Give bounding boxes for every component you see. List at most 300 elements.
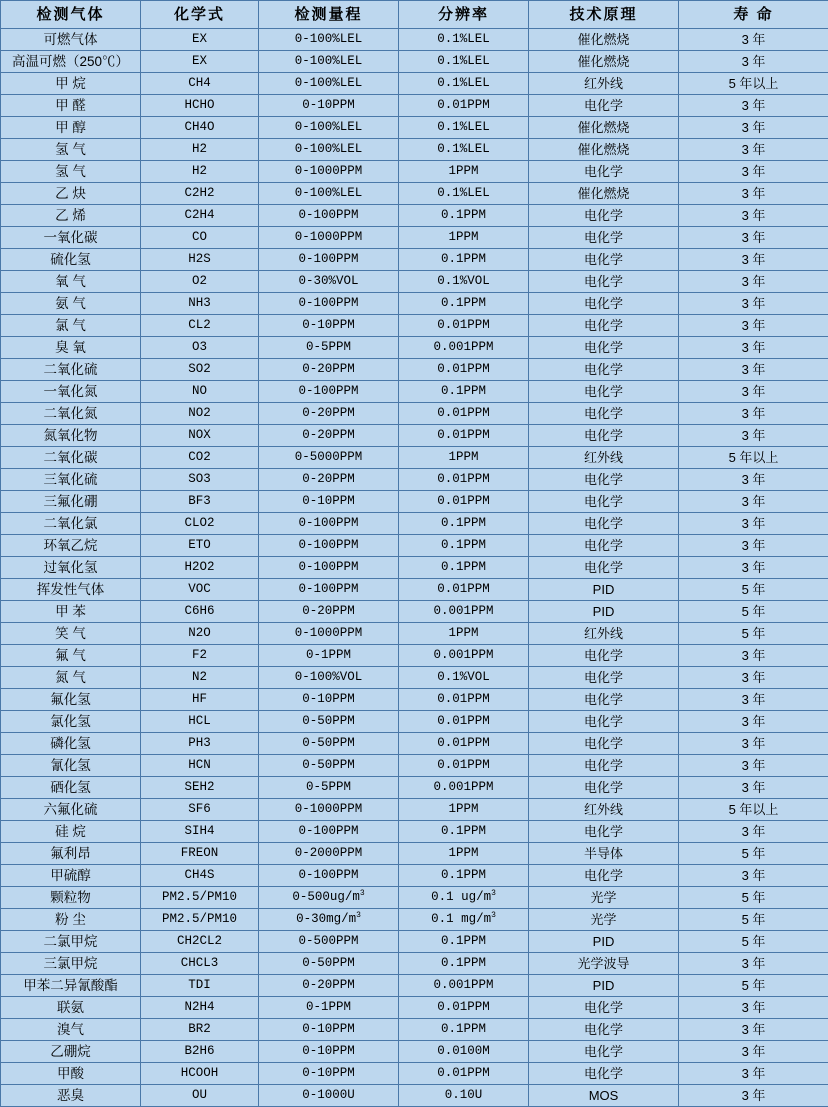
cell-gas-name: 一氧化碳 [1,227,141,249]
cell-gas-name: 六氟化硫 [1,799,141,821]
cell-chemical-formula: CO2 [141,447,259,469]
cell-detection-range: 0-50PPM [259,711,399,733]
cell-chemical-formula: O2 [141,271,259,293]
cell-chemical-formula: CH2CL2 [141,931,259,953]
table-row [1,29,828,51]
cell-detection-range: 0-100%LEL [259,117,399,139]
cell-technology: 红外线 [529,447,679,469]
cell-detection-range: 0-10PPM [259,95,399,117]
cell-gas-name: 甲 烷 [1,73,141,95]
cell-resolution: 0.01PPM [399,359,529,381]
cell-technology: 电化学 [529,755,679,777]
cell-detection-range: 0-1000PPM [259,799,399,821]
cell-technology: 电化学 [529,513,679,535]
cell-gas-name: 过氧化氢 [1,557,141,579]
cell-gas-name: 甲 醛 [1,95,141,117]
table-row [1,161,828,183]
cell-resolution: 0.01PPM [399,755,529,777]
table-row [1,909,828,931]
cell-lifetime: 5 年 [679,975,828,997]
cell-gas-name: 二氧化氮 [1,403,141,425]
cell-detection-range: 0-100PPM [259,381,399,403]
cell-gas-name: 联氨 [1,997,141,1019]
table-row [1,557,828,579]
cell-detection-range: 0-50PPM [259,755,399,777]
cell-resolution: 0.01PPM [399,997,529,1019]
cell-detection-range: 0-10PPM [259,315,399,337]
cell-lifetime: 3 年 [679,689,828,711]
table-row [1,711,828,733]
cell-gas-name: 环氧乙烷 [1,535,141,557]
cell-lifetime: 3 年 [679,733,828,755]
cell-lifetime: 3 年 [679,51,828,73]
table-row [1,601,828,623]
cell-chemical-formula: VOC [141,579,259,601]
cell-detection-range: 0-10PPM [259,1019,399,1041]
cell-detection-range: 0-100%LEL [259,139,399,161]
cell-resolution: 0.1PPM [399,513,529,535]
cell-chemical-formula: OU [141,1085,259,1107]
cell-technology: 红外线 [529,73,679,95]
cell-technology: 电化学 [529,997,679,1019]
table-row [1,447,828,469]
table-row [1,887,828,909]
cell-lifetime: 3 年 [679,161,828,183]
cell-resolution: 0.1PPM [399,931,529,953]
cell-chemical-formula: PM2.5/PM10 [141,909,259,931]
cell-detection-range: 0-20PPM [259,601,399,623]
cell-lifetime: 3 年 [679,667,828,689]
cell-resolution: 0.1PPM [399,249,529,271]
table-row [1,315,828,337]
cell-resolution: 1PPM [399,623,529,645]
table-row [1,777,828,799]
cell-technology: 光学波导 [529,953,679,975]
cell-gas-name: 氮氧化物 [1,425,141,447]
cell-resolution: 0.001PPM [399,601,529,623]
cell-technology: 电化学 [529,777,679,799]
cell-lifetime: 3 年 [679,315,828,337]
cell-resolution: 0.1PPM [399,865,529,887]
cell-detection-range: 0-100PPM [259,865,399,887]
cell-chemical-formula: HCHO [141,95,259,117]
cell-detection-range: 0-500PPM [259,931,399,953]
cell-detection-range: 0-100%LEL [259,183,399,205]
table-row [1,755,828,777]
cell-gas-name: 甲酸 [1,1063,141,1085]
table-row [1,821,828,843]
cell-detection-range: 0-1000PPM [259,623,399,645]
cell-resolution: 0.1%LEL [399,117,529,139]
cell-detection-range: 0-100PPM [259,557,399,579]
cell-detection-range: $0-500ug/m^3$ [259,887,399,909]
cell-chemical-formula: B2H6 [141,1041,259,1063]
cell-resolution: 0.001PPM [399,975,529,997]
cell-chemical-formula: CH4O [141,117,259,139]
cell-chemical-formula: NO2 [141,403,259,425]
cell-lifetime: 3 年 [679,1063,828,1085]
cell-detection-range: 0-100PPM [259,205,399,227]
cell-gas-name: 氢 气 [1,161,141,183]
cell-resolution: 0.001PPM [399,645,529,667]
cell-gas-name: 二氯甲烷 [1,931,141,953]
cell-detection-range: 0-5PPM [259,777,399,799]
cell-chemical-formula: HCOOH [141,1063,259,1085]
cell-chemical-formula: CO [141,227,259,249]
cell-detection-range: 0-50PPM [259,733,399,755]
cell-resolution: 0.01PPM [399,469,529,491]
table-row [1,997,828,1019]
table-row [1,73,828,95]
column-header-lifetime: 寿 命 [679,1,828,29]
cell-technology: 催化燃烧 [529,139,679,161]
cell-lifetime: 5 年 [679,931,828,953]
cell-technology: 电化学 [529,1019,679,1041]
cell-chemical-formula: C2H4 [141,205,259,227]
cell-chemical-formula: EX [141,29,259,51]
cell-lifetime: 3 年 [679,821,828,843]
table-row [1,1019,828,1041]
cell-gas-name: 乙 炔 [1,183,141,205]
cell-chemical-formula: H2 [141,139,259,161]
cell-gas-name: 三氯甲烷 [1,953,141,975]
cell-lifetime: 3 年 [679,359,828,381]
cell-chemical-formula: O3 [141,337,259,359]
cell-gas-name: 氰化氢 [1,755,141,777]
table-row [1,535,828,557]
cell-lifetime: 3 年 [679,777,828,799]
cell-gas-name: 甲 苯 [1,601,141,623]
cell-lifetime: 3 年 [679,535,828,557]
cell-detection-range: 0-20PPM [259,975,399,997]
cell-resolution: 0.1PPM [399,557,529,579]
cell-gas-name: 三氧化硫 [1,469,141,491]
cell-lifetime: 3 年 [679,139,828,161]
table-row [1,227,828,249]
cell-technology: 光学 [529,909,679,931]
cell-chemical-formula: HCN [141,755,259,777]
cell-resolution: 0.01PPM [399,689,529,711]
cell-detection-range: 0-10PPM [259,491,399,513]
table-header [1,1,828,29]
cell-resolution: 1PPM [399,843,529,865]
table-row [1,95,828,117]
cell-gas-name: 硫化氢 [1,249,141,271]
cell-resolution: 0.01PPM [399,711,529,733]
cell-chemical-formula: CHCL3 [141,953,259,975]
cell-chemical-formula: NH3 [141,293,259,315]
table-row [1,645,828,667]
column-header-gas: 检测气体 [1,1,141,29]
cell-lifetime: 3 年 [679,491,828,513]
cell-lifetime: 3 年 [679,227,828,249]
cell-chemical-formula: SF6 [141,799,259,821]
cell-resolution: 0.1%VOL [399,271,529,293]
cell-lifetime: 3 年 [679,1085,828,1107]
cell-technology: 电化学 [529,359,679,381]
cell-detection-range: 0-20PPM [259,469,399,491]
cell-technology: 电化学 [529,667,679,689]
cell-resolution: 0.1PPM [399,953,529,975]
cell-technology: 半导体 [529,843,679,865]
cell-technology: 电化学 [529,535,679,557]
cell-gas-name: 颗粒物 [1,887,141,909]
table-row [1,953,828,975]
table-header-row [1,1,828,29]
cell-resolution: 0.1%LEL [399,51,529,73]
cell-lifetime: 5 年 [679,601,828,623]
cell-gas-name: 氮 气 [1,667,141,689]
table-row [1,359,828,381]
cell-lifetime: 3 年 [679,205,828,227]
table-row [1,689,828,711]
cell-detection-range: 0-1PPM [259,997,399,1019]
cell-detection-range: 0-100PPM [259,293,399,315]
cell-gas-name: 氨 气 [1,293,141,315]
cell-lifetime: 5 年以上 [679,73,828,95]
table-row [1,975,828,997]
cell-detection-range: 0-100%LEL [259,29,399,51]
cell-gas-name: 挥发性气体 [1,579,141,601]
cell-chemical-formula: CH4 [141,73,259,95]
cell-technology: 电化学 [529,205,679,227]
table-row [1,491,828,513]
cell-technology: PID [529,579,679,601]
cell-resolution: 0.1 $ug/m^3$ [399,887,529,909]
cell-chemical-formula: FREON [141,843,259,865]
cell-technology: 电化学 [529,491,679,513]
cell-detection-range: 0-20PPM [259,403,399,425]
cell-technology: 电化学 [529,271,679,293]
cell-detection-range: 0-1000U [259,1085,399,1107]
table-row [1,403,828,425]
cell-gas-name: 氯化氢 [1,711,141,733]
cell-lifetime: 3 年 [679,1019,828,1041]
cell-lifetime: 3 年 [679,469,828,491]
cell-lifetime: 3 年 [679,381,828,403]
cell-resolution: 1PPM [399,447,529,469]
cell-gas-name: 氟利昂 [1,843,141,865]
cell-lifetime: 3 年 [679,403,828,425]
cell-resolution: 0.01PPM [399,491,529,513]
cell-lifetime: 3 年 [679,293,828,315]
cell-chemical-formula: NOX [141,425,259,447]
cell-chemical-formula: BF3 [141,491,259,513]
cell-technology: 电化学 [529,315,679,337]
cell-gas-name: 臭 氧 [1,337,141,359]
cell-resolution: 0.01PPM [399,403,529,425]
cell-resolution: 0.1PPM [399,381,529,403]
cell-detection-range: 0-100%VOL [259,667,399,689]
cell-technology: 电化学 [529,557,679,579]
table-row [1,865,828,887]
cell-gas-name: 二氧化碳 [1,447,141,469]
cell-detection-range: 0-100PPM [259,249,399,271]
cell-lifetime: 3 年 [679,425,828,447]
cell-lifetime: 3 年 [679,513,828,535]
cell-resolution: 0.1PPM [399,535,529,557]
cell-resolution: 0.0100M [399,1041,529,1063]
table-row [1,1085,828,1107]
table-row [1,513,828,535]
cell-chemical-formula: N2H4 [141,997,259,1019]
cell-lifetime: 3 年 [679,997,828,1019]
cell-lifetime: 3 年 [679,953,828,975]
cell-detection-range: $0-30mg/m^3$ [259,909,399,931]
cell-chemical-formula: HCL [141,711,259,733]
cell-detection-range: 0-100%LEL [259,51,399,73]
cell-resolution: 1PPM [399,227,529,249]
cell-chemical-formula: F2 [141,645,259,667]
column-header-resolution: 分辨率 [399,1,529,29]
cell-technology: PID [529,601,679,623]
cell-chemical-formula: H2O2 [141,557,259,579]
cell-gas-name: 粉 尘 [1,909,141,931]
column-header-technology: 技术原理 [529,1,679,29]
cell-gas-name: 二氧化硫 [1,359,141,381]
table-row [1,183,828,205]
cell-detection-range: 0-10PPM [259,689,399,711]
cell-chemical-formula: CH4S [141,865,259,887]
cell-technology: 电化学 [529,733,679,755]
cell-chemical-formula: PH3 [141,733,259,755]
table-row [1,623,828,645]
table-row [1,799,828,821]
table-row [1,249,828,271]
cell-resolution: 0.1%VOL [399,667,529,689]
cell-lifetime: 3 年 [679,755,828,777]
cell-gas-name: 乙 烯 [1,205,141,227]
cell-resolution: 0.1%LEL [399,73,529,95]
cell-resolution: 0.1 $mg/m^3$ [399,909,529,931]
cell-detection-range: 0-100PPM [259,821,399,843]
cell-chemical-formula: EX [141,51,259,73]
cell-technology: 催化燃烧 [529,183,679,205]
cell-technology: 电化学 [529,249,679,271]
cell-chemical-formula: SO2 [141,359,259,381]
table-row [1,117,828,139]
cell-detection-range: 0-100PPM [259,579,399,601]
cell-lifetime: 3 年 [679,337,828,359]
table-body [1,29,828,1107]
cell-detection-range: 0-10PPM [259,1063,399,1085]
cell-lifetime: 3 年 [679,1041,828,1063]
cell-technology: 电化学 [529,821,679,843]
cell-technology: 电化学 [529,227,679,249]
cell-resolution: 0.1PPM [399,293,529,315]
cell-gas-name: 氟化氢 [1,689,141,711]
cell-chemical-formula: SO3 [141,469,259,491]
cell-resolution: 0.1%LEL [399,29,529,51]
cell-technology: 电化学 [529,337,679,359]
cell-lifetime: 3 年 [679,865,828,887]
cell-lifetime: 5 年以上 [679,799,828,821]
cell-chemical-formula: N2 [141,667,259,689]
cell-lifetime: 3 年 [679,95,828,117]
cell-detection-range: 0-100%LEL [259,73,399,95]
cell-detection-range: 0-2000PPM [259,843,399,865]
cell-resolution: 1PPM [399,161,529,183]
table-row [1,469,828,491]
cell-resolution: 0.001PPM [399,777,529,799]
cell-technology: 红外线 [529,623,679,645]
cell-resolution: 0.001PPM [399,337,529,359]
cell-chemical-formula: CLO2 [141,513,259,535]
cell-resolution: 0.01PPM [399,95,529,117]
cell-technology: 电化学 [529,161,679,183]
cell-gas-name: 高温可燃（250℃） [1,51,141,73]
cell-technology: 电化学 [529,95,679,117]
cell-resolution: 0.01PPM [399,315,529,337]
cell-lifetime: 5 年 [679,887,828,909]
cell-lifetime: 3 年 [679,29,828,51]
table-row [1,139,828,161]
cell-resolution: 0.01PPM [399,733,529,755]
cell-chemical-formula: N2O [141,623,259,645]
table-row [1,425,828,447]
table-row [1,337,828,359]
cell-lifetime: 5 年 [679,843,828,865]
cell-chemical-formula: SEH2 [141,777,259,799]
cell-technology: 电化学 [529,865,679,887]
cell-gas-name: 氟 气 [1,645,141,667]
cell-detection-range: 0-1PPM [259,645,399,667]
cell-gas-name: 二氧化氯 [1,513,141,535]
cell-lifetime: 3 年 [679,249,828,271]
cell-chemical-formula: H2S [141,249,259,271]
table-row [1,1041,828,1063]
cell-technology: 催化燃烧 [529,51,679,73]
cell-lifetime: 5 年 [679,909,828,931]
cell-resolution: 0.01PPM [399,579,529,601]
table-row [1,205,828,227]
cell-gas-name: 氧 气 [1,271,141,293]
cell-gas-name: 硒化氢 [1,777,141,799]
table-row [1,293,828,315]
cell-chemical-formula: C2H2 [141,183,259,205]
cell-technology: 电化学 [529,403,679,425]
cell-technology: 催化燃烧 [529,29,679,51]
cell-resolution: 0.1%LEL [399,183,529,205]
cell-technology: 电化学 [529,381,679,403]
cell-gas-name: 三氟化硼 [1,491,141,513]
cell-chemical-formula: BR2 [141,1019,259,1041]
cell-lifetime: 5 年 [679,579,828,601]
cell-resolution: 0.10U [399,1085,529,1107]
cell-technology: 电化学 [529,425,679,447]
table-row [1,579,828,601]
cell-chemical-formula: PM2.5/PM10 [141,887,259,909]
cell-lifetime: 3 年 [679,557,828,579]
table-row [1,271,828,293]
cell-gas-name: 甲 醇 [1,117,141,139]
cell-gas-name: 可燃气体 [1,29,141,51]
column-header-range: 检测量程 [259,1,399,29]
cell-gas-name: 一氧化氮 [1,381,141,403]
cell-resolution: 0.1PPM [399,821,529,843]
cell-chemical-formula: HF [141,689,259,711]
cell-lifetime: 5 年以上 [679,447,828,469]
cell-lifetime: 3 年 [679,645,828,667]
cell-detection-range: 0-1000PPM [259,161,399,183]
cell-technology: 电化学 [529,689,679,711]
cell-chemical-formula: C6H6 [141,601,259,623]
cell-gas-name: 恶臭 [1,1085,141,1107]
cell-gas-name: 甲硫醇 [1,865,141,887]
cell-detection-range: 0-20PPM [259,425,399,447]
cell-technology: MOS [529,1085,679,1107]
cell-lifetime: 3 年 [679,711,828,733]
